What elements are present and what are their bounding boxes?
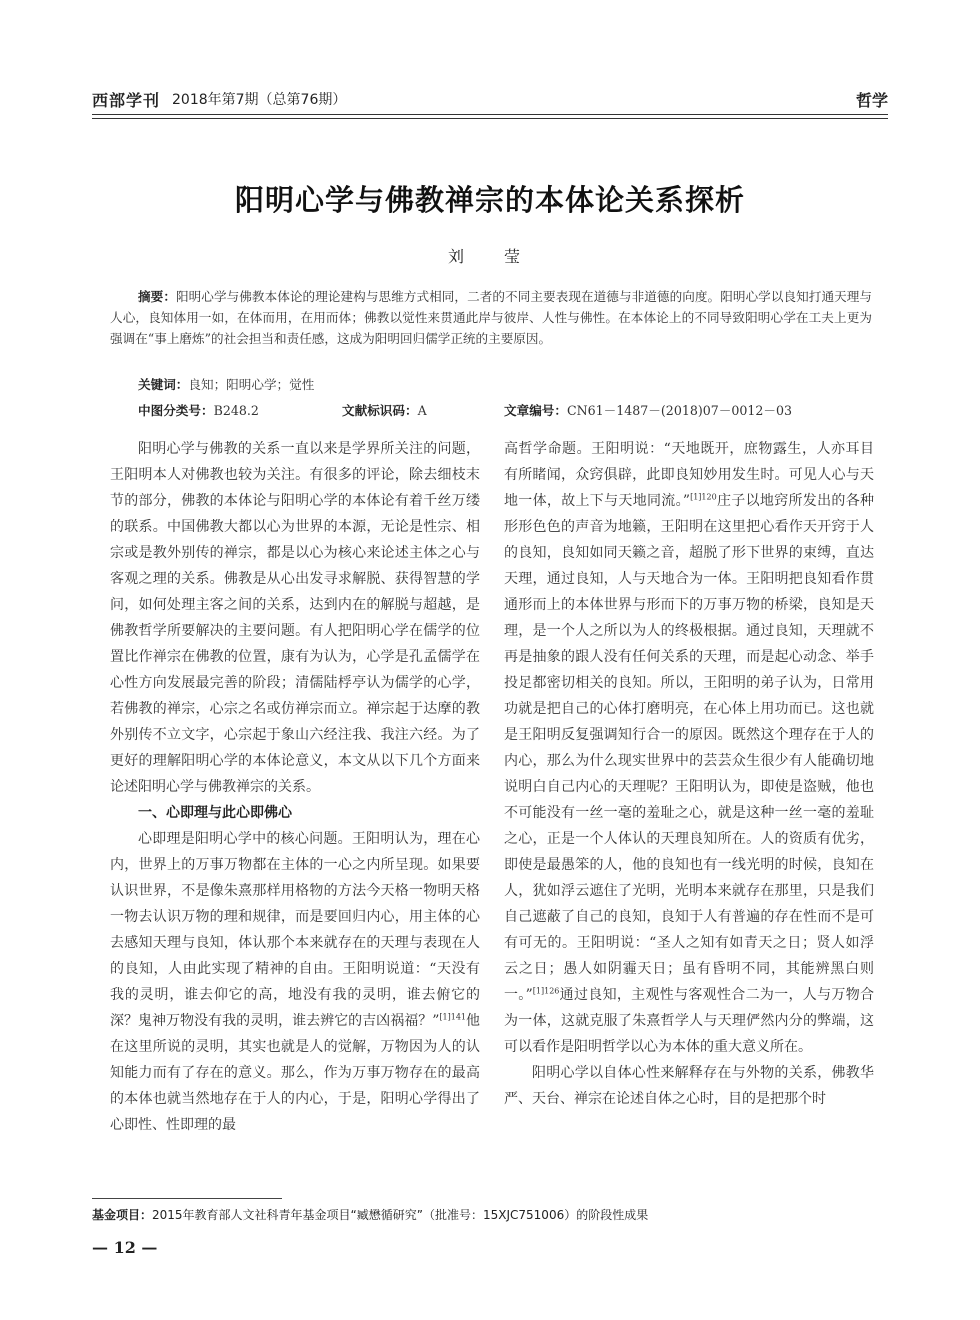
paragraph-text: 高哲学命题。王阳明说：“天地既开，庶物露生，人亦耳目有所睹闻，众窍俱辟，此即良知妙用发生时。可见人心与天地一体，故上下与天地同流。” <box>504 441 874 509</box>
paragraph: 阳明心学以自体心性来解释存在与外物的关系，佛教华严、天台、禅宗在论述自体之心时，目的是把那个时 <box>504 1065 874 1107</box>
doc-label: 文献标识码： <box>342 403 418 418</box>
header-rule-thin <box>92 118 888 119</box>
issue-info: 2018年第7期（总第76期） <box>172 92 347 108</box>
paragraph-text: 心即理是阳明心学中的核心问题。王阳明认为，理在心内，世界上的万事万物都在主体的一心之内所呈现。如果要认识世界，不是像朱熹那样用格物的方法今天格一物明天格一物去认识万物的理和规律，而是要回归内心，用主体的心去感知天理与良知，体认那个本来就存在的天理与表现在人的良知，人由此实现了精神的自由。王阳明说道：“天没有我的灵明，谁去仰它的高，地没有我的灵明，谁去俯它的深？鬼神万物没有我的灵明，谁去辨它的吉凶祸福？” <box>110 831 480 1029</box>
doc-value: A <box>417 403 427 418</box>
citation: [1]126 <box>532 986 560 996</box>
abstract-label: 摘要： <box>138 289 176 304</box>
journal-name: 西部学刊 <box>92 91 161 110</box>
article-title: 阳明心学与佛教禅宗的本体论关系探析 <box>234 183 745 217</box>
clc-label: 中图分类号： <box>138 403 214 418</box>
page-number: — 12 — <box>92 1238 158 1257</box>
section-heading: 一、心即理与此心即佛心 <box>138 805 292 821</box>
citation: [1]141 <box>439 1012 466 1022</box>
funding-note <box>92 1206 648 1223</box>
art-value: CN61－1487－(2018)07－0012－03 <box>566 403 793 418</box>
body-column-left <box>110 436 480 1138</box>
document-code <box>342 400 427 419</box>
article-number <box>504 400 792 419</box>
paragraph: 阳明心学与佛教的关系一直以来是学界所关注的问题，王阳明本人对佛教也较为关注。有很多的评论，除去细枝末节的部分，佛教的本体论与阳明心学的本体论有着千丝万缕的联系。中国佛教大都以心为世界的本源，无论是性宗、相宗或是教外别传的禅宗，都是以心为核心来论述主体之心与客观之理的关系。佛教是从心出发寻求解脱、获得智慧的学问，如何处理主客之间的关系，达到内在的解脱与超越，是佛教哲学所要解决的主要问题。有人把阳明心学在儒学的位置比作禅宗在佛教的位置，康有为认为，心学是孔孟儒学在心性方向发展最完善的阶段；清儒陆桴亭认为儒学的心学，若佛教的禅宗，心宗之名或仿禅宗而立。禅宗起于达摩的教外别传不立文字，心宗起于象山六经注我、我注六经。为了更好的理解阳明心学的本体论意义，本文从以下几个方面来论述阳明心学与佛教禅宗的关系。 <box>110 441 480 795</box>
body-column-right <box>504 436 874 1112</box>
art-label: 文章编号： <box>504 403 567 418</box>
clc-value: B248.2 <box>213 403 259 418</box>
paragraph <box>504 436 874 1060</box>
article-author: 刘 莹 <box>447 247 532 266</box>
funding-text: 2015年教育部人文社科青年基金项目“臧懋循研究”（批准号：15XJC751006）的阶段性成果 <box>152 1208 649 1222</box>
paragraph-text: 通过良知，主观性与客观性合二为一，人与万物合为一体，这就克服了朱熹哲学人与天理俨然内分的弊端，这可以看作是阳明哲学以心为本体的重大意义所在。 <box>504 987 874 1055</box>
clc-number <box>138 400 259 419</box>
keywords-label: 关键词： <box>138 377 189 392</box>
keywords-text: 良知；阳明心学；觉性 <box>188 377 315 392</box>
running-header <box>92 88 888 114</box>
keywords <box>138 374 314 393</box>
abstract-text: 阳明心学与佛教本体论的理论建构与思维方式相同，二者的不同主要表现在道德与非道德的向度。阳明心学以良知打通天理与人心，良知体用一如，在体而用，在用而体；佛教以觉性来贯通此岸与彼岸、人性与佛性。在本体论上的不同导致阳明心学在工夫上更为强调在“事上磨炼”的社会担当和责任感，这成为阳明回归儒学正统的主要原因。 <box>110 289 872 346</box>
citation: [1]120 <box>690 492 717 502</box>
paragraph-text: 他在这里所说的灵明，其实也就是人的觉解，万物因为人的认知能力而有了存在的意义。那么，作为万事万物存在的最高的本体也就当然地存在于人的内心，于是，阳明心学得出了心即性、性即理的最 <box>110 1013 481 1133</box>
abstract <box>110 286 872 349</box>
footnote-rule <box>92 1198 282 1199</box>
paragraph-text: 庄子以地窍所发出的各种形形色色的声音为地籁，王阳明在这里把心看作天开窍于人的良知，良知如同天籁之音，超脱了形下世界的束缚，直达天理，通过良知，人与天地合为一体。王阳明把良知看作贯通形而上的本体世界与形而下的万事万物的桥梁，良知是天理，是一个人之所以为人的终极根据。通过良知，天理就不再是抽象的跟人没有任何关系的天理，而是起心动念、举手投足都密切相关的良知。所以，王阳明的弟子认为，日常用功就是把自己的心体打磨明亮，在心体上用功而已。这也就是王阳明反复强调知行合一的原因。既然这个理存在于人的内心，那么为什么现实世界中的芸芸众生很少有人能确切地说明白自己内心的天理呢？王阳明认为，即使是盗贼，他也不可能没有一丝一毫的羞耻之心，就是这种一丝一毫的羞耻之心，正是一个人体认的天理良知所在。人的资质有优劣，即使是最愚笨的人，他的良知也有一线光明的时候，良知在人，犹如浮云遮住了光明，光明本来就存在那里，只是我们自己遮蔽了自己的良知，良知于人有普遍的存在性而不是可有可无的。王阳明说：“圣人之知有如青天之日；贤人如浮云之日；愚人如阴霾天日；虽有昏明不同，其能辨黑白则一。” <box>504 493 874 1003</box>
paragraph <box>110 826 480 1138</box>
section-name: 哲学 <box>855 91 888 110</box>
header-rule-thick <box>92 114 888 115</box>
funding-label: 基金项目： <box>92 1208 153 1222</box>
